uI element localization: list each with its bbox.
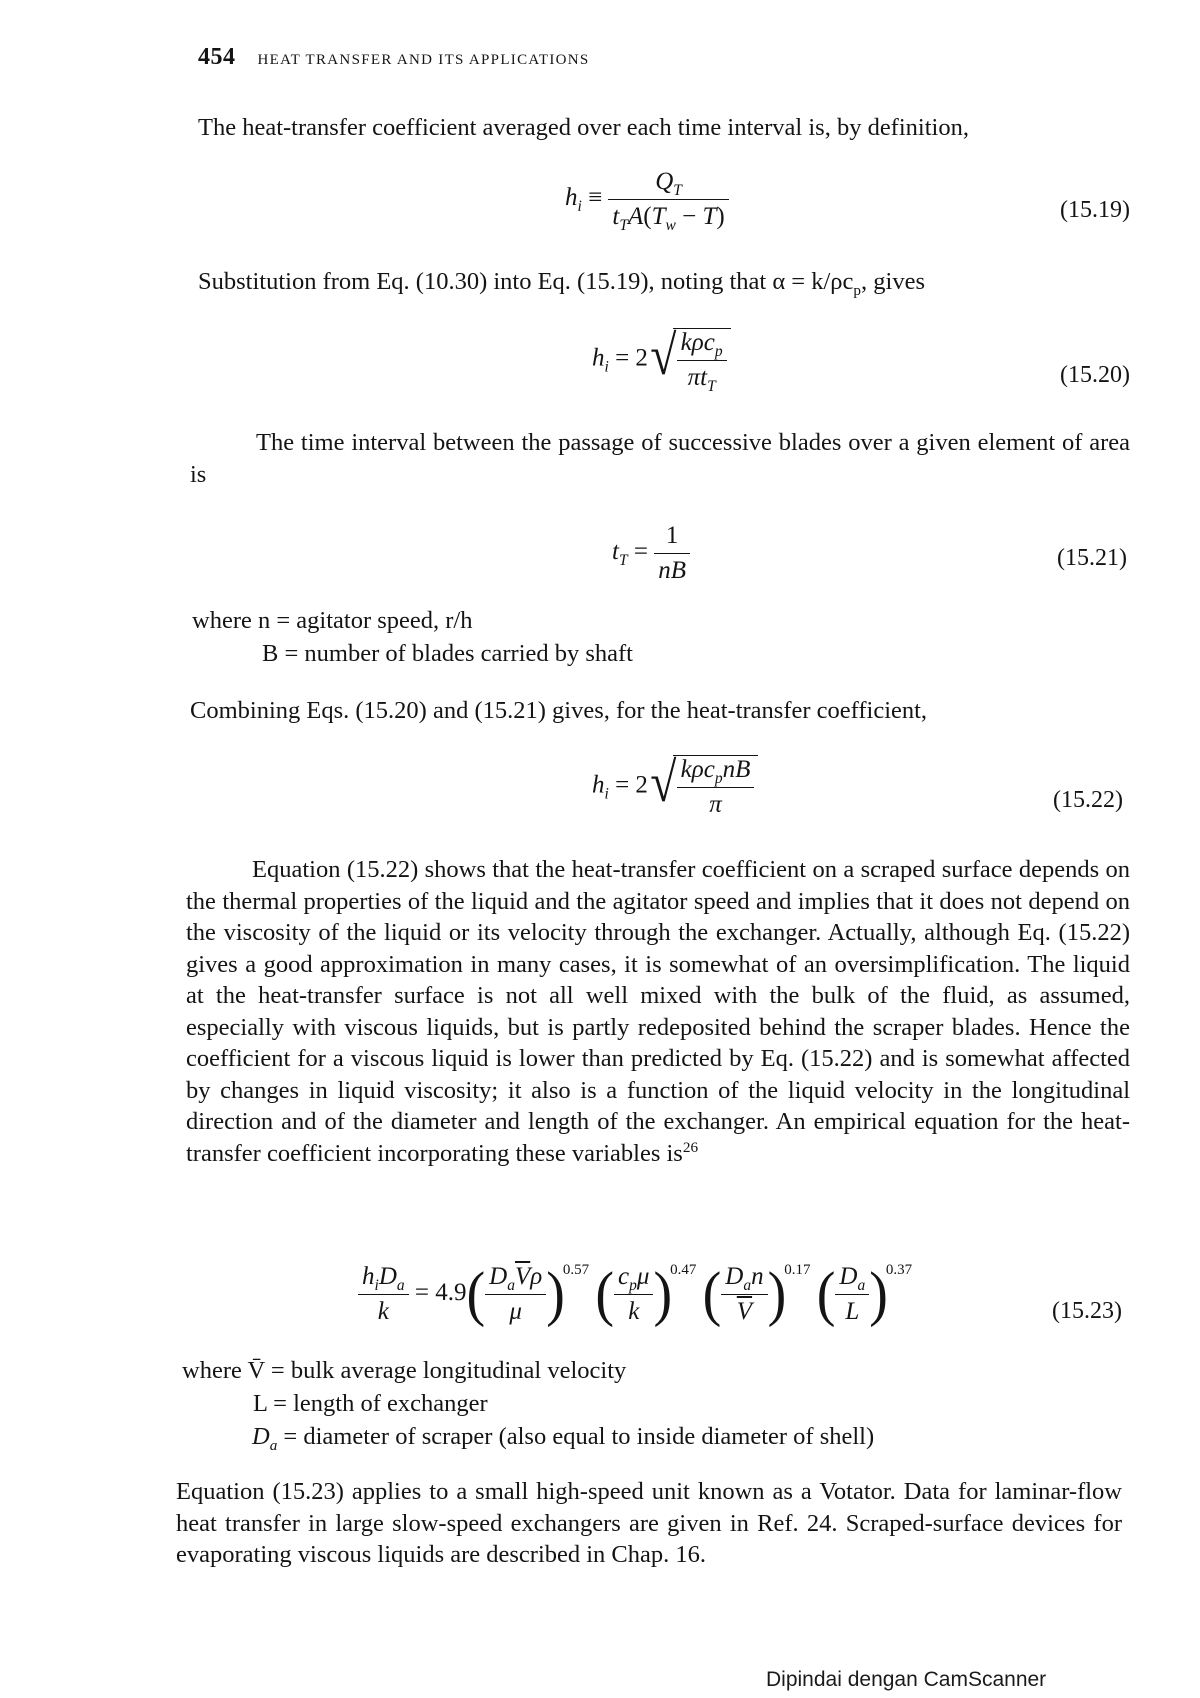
paragraph-2: Substitution from Eq. (10.30) into Eq. (15.19), noting that $\alpha = k/\rho c_p$, gives [198,268,925,299]
equation-15-19: $h_i$ ≡ $\frac{Q_T}{t_TA(T_w - T)}$ [565,168,729,231]
where-da: $D_a$ = diameter of scraper (also equal to inside diameter of shell) [252,1423,875,1454]
equation-15-21: $t_T$ = $\frac{1}{nB}$ [612,522,690,585]
paragraph-1: The heat-transfer coefficient averaged over each time interval is, by definition, [198,114,969,141]
where-l: L = length of exchanger [253,1390,488,1417]
equation-15-22: $h_i = 2$ √ $\frac{k\rho c_pnB}{\pi}$ [592,755,758,819]
where-b: B = number of blades carried by shaft [262,640,633,667]
scanner-watermark: Dipindai dengan CamScanner [766,1668,1047,1691]
paragraph-6: Equation (15.23) applies to a small high-speed unit known as a Votator. Data for laminar-flow heat transfer in large slow-speed exchangers are given in Ref. 24. Scraped-surface devices for evaporating viscous liquids are described in Chap. 16. [176,1478,1122,1568]
equation-15-23: $\frac{h_iD_a}{k}$ = 4.9( $\frac{D_a\overline{V}\rho}{\mu}$ )$^{0.57}$ ( $\frac{c_p\mu}{k}$ )$^{0.47}$ ( $\frac{D_an}{V}$ )$^{0.17}$ ( $\frac{D_a}{L}$ )$^{0.37}$ [358,1262,912,1326]
where-v: where V̄ = bulk average longitudinal velocity [182,1357,627,1384]
page-number: 454 [198,44,236,70]
equation-number-15-23: (15.23) [1052,1298,1122,1324]
running-head: HEAT TRANSFER AND ITS APPLICATIONS [257,52,590,68]
equation-number-15-19: (15.19) [1060,197,1130,223]
equation-15-20: $h_i = 2$ √ $\frac{k\rho c_p}{\pi t_T}$ [592,328,731,392]
paragraph-3: The time interval between the passage of successive blades over a given element of area is [190,429,1130,488]
page-header [198,44,590,71]
equation-number-15-22: (15.22) [1053,787,1123,813]
paragraph-5: Equation (15.22) shows that the heat-transfer coefficient on a scraped surface depends on the thermal properties of the liquid and the agitator speed and implies that it does not depend on the viscosity of the liquid or its velocity through the exchanger. Actually, although Eq. (15.22) gives a good approximation in many cases, it is somewhat of an oversimplification. The liquid at the heat-transfer surface is not all well mixed with the bulk of the fluid, as assumed, especially with viscous liquids, but is partly redeposited behind the scraper blades. Hence the coefficient for a viscous liquid is lower than predicted by Eq. (15.22) and is somewhat affected by changes in liquid viscosity; it also is a function of the liquid velocity in the longitudinal direction and of the diameter and length of the exchanger. An empirical equation for the heat-transfer coefficient incorporating these variables $is^{26}$ [186,856,1130,1167]
where-n: where n = agitator speed, r/h [192,607,473,634]
paragraph-4: Combining Eqs. (15.20) and (15.21) gives, for the heat-transfer coefficient, [190,697,928,724]
equation-number-15-21: (15.21) [1057,545,1127,571]
equation-number-15-20: (15.20) [1060,362,1130,388]
